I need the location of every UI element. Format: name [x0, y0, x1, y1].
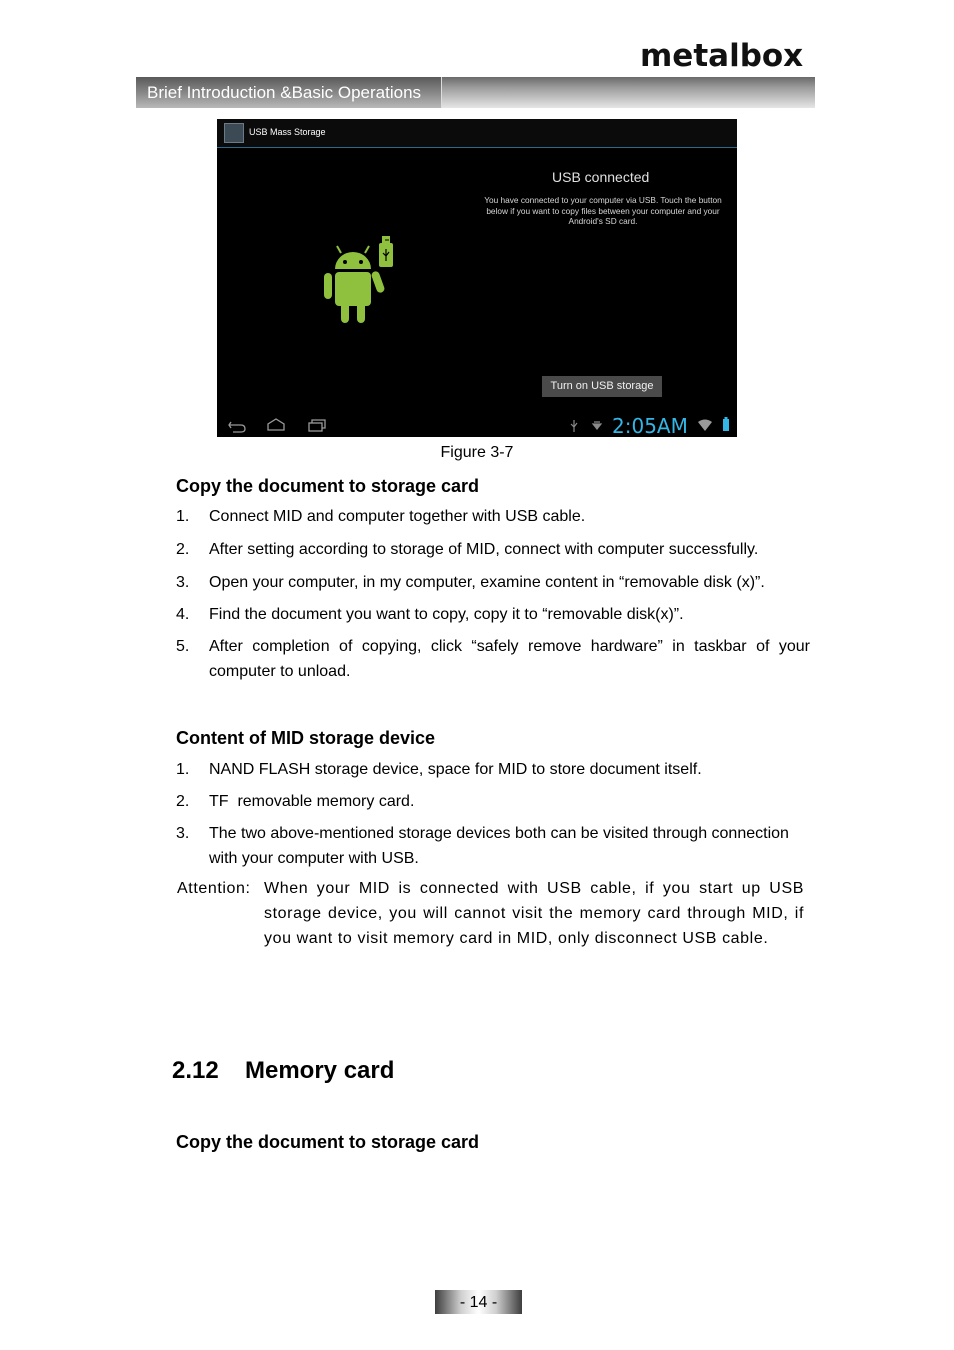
recent-apps-icon[interactable] [307, 418, 327, 432]
list-item: After setting according to storage of MID, connect with computer successfully. [209, 541, 759, 558]
turn-on-usb-storage-button[interactable]: Turn on USB storage [542, 376, 662, 397]
chapter-title: Memory card [245, 1057, 395, 1084]
attention-body: When your MID is connected with USB cable, if you start up USB storage device, you will cannot visit the memory card through MID, if you want to visit memory card in MID, only disconnect USB cable. [264, 880, 804, 947]
section-label: Brief Introduction &Basic Operations [147, 83, 422, 102]
usb-connected-heading: USB connected [552, 169, 650, 185]
list-number: 4. [176, 606, 190, 623]
list-item: Find the document you want to copy, copy it to “removable disk(x)”. [209, 606, 684, 623]
list-item: TF removable memory card. [209, 793, 415, 810]
section-title-copy: Copy the document to storage card [176, 476, 480, 496]
page-number: - 14 - [459, 1294, 498, 1311]
list-number: 2. [176, 541, 190, 558]
figure-screenshot [217, 119, 737, 437]
list-item: Open your computer, in my computer, examine content in “removable disk (x)”. [209, 574, 765, 591]
chapter-number: 2.12 [172, 1057, 219, 1084]
app-title: USB Mass Storage [249, 127, 326, 137]
list-item: Connect MID and computer together with USB cable. [209, 508, 586, 525]
chapter-heading [172, 1057, 394, 1085]
back-icon[interactable] [227, 419, 247, 433]
list-number: 1. [176, 508, 190, 525]
list-item: NAND FLASH storage device, space for MID to store document itself. [209, 761, 702, 778]
figure-caption: Figure 3-7 [440, 444, 514, 461]
brand-logo: metalbox [640, 38, 804, 74]
list-number: 1. [176, 761, 190, 778]
list-number: 3. [176, 574, 190, 591]
attention-text [264, 876, 804, 951]
status-clock: 2:05AM [612, 414, 688, 438]
attention-label: Attention: [177, 880, 251, 897]
section-title-content: Content of MID storage device [176, 728, 436, 748]
home-icon[interactable] [265, 418, 287, 432]
wifi-icon [697, 418, 713, 432]
section-title-copy-2: Copy the document to storage card [176, 1132, 480, 1152]
action-bar [217, 119, 737, 148]
list-item: The two above-mentioned storage devices both can be visited through connection with your computer with USB. [209, 825, 789, 867]
list-number: 5. [176, 638, 190, 655]
list-number: 2. [176, 793, 190, 810]
list-item: After completion of copying, click “safely remove hardware” in taskbar of your computer to unload. [209, 638, 810, 680]
usb-icon [569, 419, 579, 433]
android-debug-icon [591, 419, 603, 431]
usb-storage-app-icon [224, 123, 244, 143]
usb-description: You have connected to your computer via USB. Touch the button below if you want to copy files between your computer and your Android's SD card. [484, 195, 722, 226]
battery-icon [722, 417, 730, 432]
android-robot-icon [317, 231, 407, 331]
list-number: 3. [176, 825, 190, 842]
